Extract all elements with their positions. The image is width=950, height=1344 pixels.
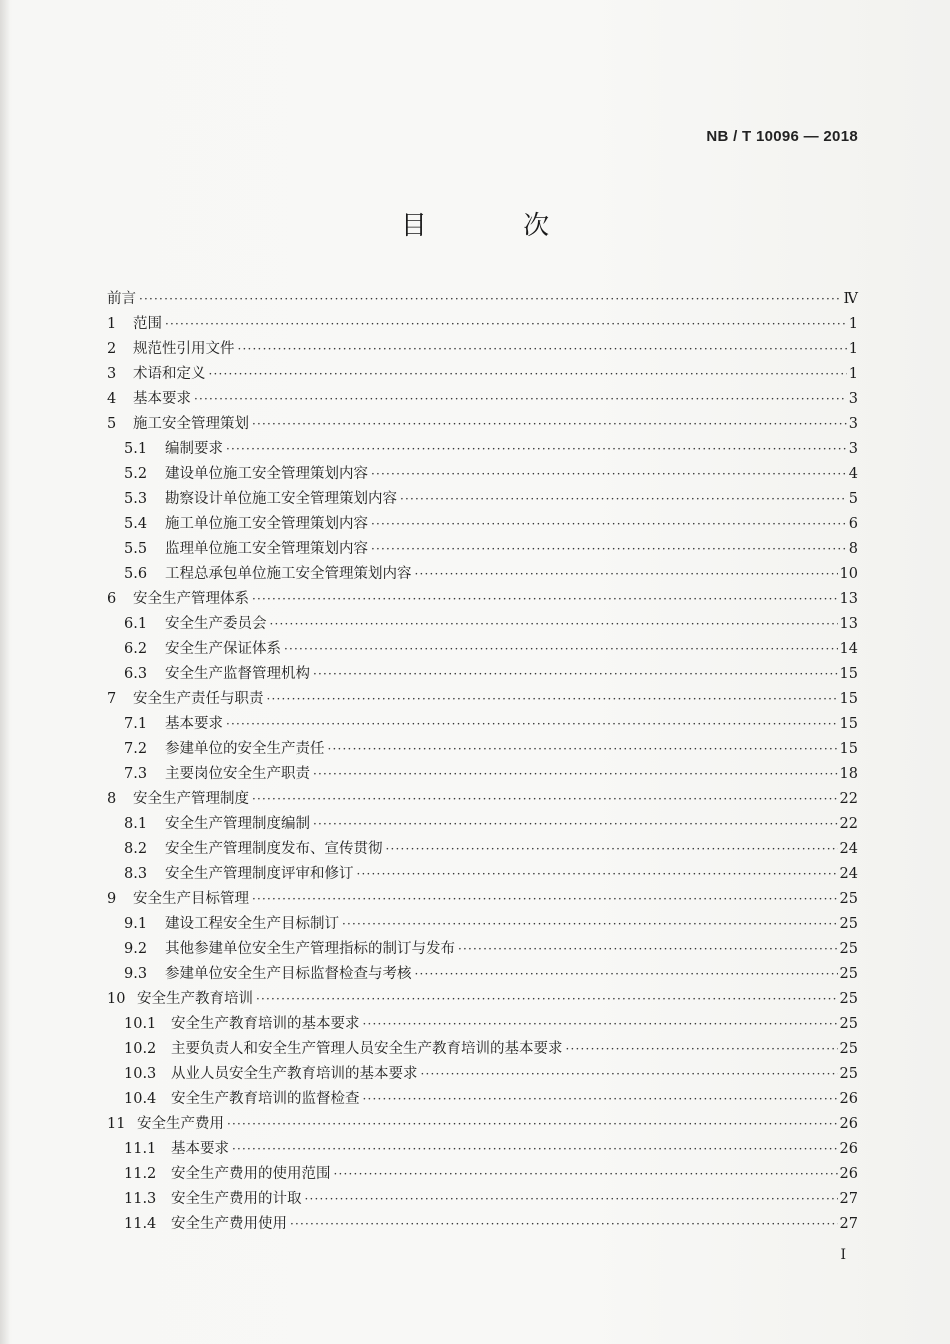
toc-entry-page: 26 — [839, 1091, 858, 1107]
toc-entry-page: Ⅳ — [843, 291, 858, 307]
toc-entry-page: 1 — [848, 316, 858, 332]
toc-entry-number: 6 — [107, 591, 117, 607]
toc-entry[interactable] — [107, 787, 858, 812]
toc-entry[interactable] — [107, 487, 858, 512]
toc-entry-title: 基本要求 — [171, 1141, 229, 1157]
toc-entry-page: 14 — [839, 641, 858, 657]
toc-entry[interactable] — [107, 587, 858, 612]
toc-entry-page: 26 — [839, 1141, 858, 1157]
toc-entry-number: 9 — [107, 891, 117, 907]
toc-entry-page: 1 — [848, 366, 858, 382]
toc-entry[interactable] — [107, 362, 858, 387]
toc-entry[interactable] — [107, 987, 858, 1012]
toc-entry-number: 5.1 — [124, 441, 148, 457]
toc-entry-page: 25 — [839, 891, 858, 907]
toc-entry[interactable] — [107, 1212, 858, 1237]
toc-entry[interactable] — [107, 912, 858, 937]
toc-entry-title: 安全生产费用 — [137, 1116, 224, 1132]
toc-entry[interactable] — [107, 437, 858, 462]
toc-entry-number: 5.3 — [124, 491, 148, 507]
toc-entry-page: 15 — [839, 691, 858, 707]
toc-entry[interactable] — [107, 662, 858, 687]
toc-entry-page: 25 — [839, 941, 858, 957]
toc-leader-dots — [238, 337, 847, 362]
toc-entry-title: 其他参建单位安全生产管理指标的制订与发布 — [165, 941, 455, 957]
toc-leader-dots — [371, 537, 847, 562]
toc-entry-title: 施工安全管理策划 — [133, 416, 249, 432]
toc-entry[interactable] — [107, 1062, 858, 1087]
toc-entry-number: 7.3 — [124, 766, 148, 782]
toc-leader-dots — [363, 1087, 838, 1112]
toc-entry-page: 10 — [839, 566, 858, 582]
toc-entry-title: 工程总承包单位施工安全管理策划内容 — [165, 566, 412, 582]
toc-entry-number: 7.2 — [124, 741, 148, 757]
page-edge-shadow — [0, 0, 10, 1344]
toc-entry-title: 参建单位安全生产目标监督检查与考核 — [165, 966, 412, 982]
toc-entry-number: 10.4 — [124, 1091, 157, 1107]
toc-entry-number: 6.3 — [124, 666, 148, 682]
toc-entry-title: 术语和定义 — [133, 366, 206, 382]
toc-entry-number: 4 — [107, 391, 117, 407]
toc-entry-title: 安全生产目标管理 — [133, 891, 249, 907]
toc-leader-dots — [400, 487, 847, 512]
toc-entry[interactable] — [107, 612, 858, 637]
toc-entry-title: 参建单位的安全生产责任 — [165, 741, 325, 757]
toc-leader-dots — [232, 1137, 838, 1162]
toc-entry-number: 1 — [107, 316, 117, 332]
toc-entry-title: 安全生产费用使用 — [171, 1216, 287, 1232]
page-number: I — [840, 1247, 846, 1263]
toc-leader-dots — [252, 787, 838, 812]
toc-entry-page: 15 — [839, 666, 858, 682]
toc-leader-dots — [284, 637, 838, 662]
toc-entry[interactable] — [107, 1137, 858, 1162]
toc-entry-page: 1 — [848, 341, 858, 357]
toc-leader-dots — [256, 987, 838, 1012]
toc-entry-title: 主要负责人和安全生产管理人员安全生产教育培训的基本要求 — [171, 1041, 563, 1057]
toc-entry-number: 5.4 — [124, 516, 148, 532]
toc-entry-title: 从业人员安全生产教育培训的基本要求 — [171, 1066, 418, 1082]
toc-entry-title: 安全生产管理制度评审和修订 — [165, 866, 354, 882]
toc-entry-title: 范围 — [133, 316, 162, 332]
toc-entry-page: 15 — [839, 741, 858, 757]
toc-entry[interactable] — [107, 937, 858, 962]
toc-entry[interactable] — [107, 537, 858, 562]
toc-title: 目 次 — [400, 211, 594, 241]
toc-entry-number: 10.2 — [124, 1041, 157, 1057]
toc-entry-page: 27 — [839, 1216, 858, 1232]
toc-entry-page: 25 — [839, 1016, 858, 1032]
toc-leader-dots — [139, 287, 842, 312]
toc-entry-title: 监理单位施工安全管理策划内容 — [165, 541, 368, 557]
toc-entry[interactable] — [107, 837, 858, 862]
toc-entry-number: 7.1 — [124, 716, 148, 732]
toc-leader-dots — [290, 1212, 838, 1237]
toc-entry-title: 安全生产教育培训的监督检查 — [171, 1091, 360, 1107]
toc-leader-dots — [421, 1062, 838, 1087]
toc-entry-title: 基本要求 — [165, 716, 223, 732]
toc-leader-dots — [252, 887, 838, 912]
toc-entry-title: 安全生产管理制度编制 — [165, 816, 310, 832]
toc-leader-dots — [334, 1162, 838, 1187]
toc-entry-number: 5 — [107, 416, 117, 432]
toc-leader-dots — [357, 862, 838, 887]
toc-entry-page: 4 — [848, 466, 858, 482]
toc-entry-number: 11.4 — [124, 1216, 157, 1232]
toc-entry-number: 10.1 — [124, 1016, 157, 1032]
toc-entry-page: 25 — [839, 1041, 858, 1057]
toc-entry-title: 勘察设计单位施工安全管理策划内容 — [165, 491, 397, 507]
toc-entry[interactable] — [107, 387, 858, 412]
toc-entry-title: 施工单位施工安全管理策划内容 — [165, 516, 368, 532]
toc-entry-number: 11.2 — [124, 1166, 157, 1182]
toc-entry[interactable] — [107, 287, 858, 312]
toc-entry[interactable] — [107, 887, 858, 912]
toc-entry[interactable] — [107, 412, 858, 437]
toc-entry-title: 基本要求 — [133, 391, 191, 407]
toc-entry-number: 10 — [107, 991, 126, 1007]
toc-entry[interactable] — [107, 312, 858, 337]
toc-entry-number: 5.2 — [124, 466, 148, 482]
toc-entry-number: 9.2 — [124, 941, 148, 957]
standard-code: NB / T 10096 — 2018 — [706, 128, 858, 145]
toc-entry-page: 24 — [839, 866, 858, 882]
toc-leader-dots — [386, 837, 838, 862]
toc-entry-number: 8.3 — [124, 866, 148, 882]
toc-entry-page: 24 — [839, 841, 858, 857]
toc-entry[interactable] — [107, 1187, 858, 1212]
toc-entry-page: 22 — [839, 791, 858, 807]
toc-entry[interactable] — [107, 637, 858, 662]
toc-leader-dots — [313, 762, 838, 787]
toc-entry-number: 7 — [107, 691, 117, 707]
toc-leader-dots — [270, 612, 838, 637]
toc-entry[interactable] — [107, 562, 858, 587]
toc-leader-dots — [252, 412, 847, 437]
toc-entry[interactable] — [107, 812, 858, 837]
toc-entry-number: 11 — [107, 1116, 126, 1132]
toc-entry[interactable] — [107, 737, 858, 762]
toc-entry-page: 25 — [839, 991, 858, 1007]
toc-entry-page: 26 — [839, 1166, 858, 1182]
toc-entry-page: 22 — [839, 816, 858, 832]
toc-entry[interactable] — [107, 962, 858, 987]
toc-entry[interactable] — [107, 337, 858, 362]
toc-leader-dots — [415, 962, 838, 987]
toc-leader-dots — [305, 1187, 838, 1212]
toc-entry-title: 安全生产管理体系 — [133, 591, 249, 607]
toc-entry-title: 安全生产保证体系 — [165, 641, 281, 657]
toc-entry-number: 5.5 — [124, 541, 148, 557]
toc-leader-dots — [226, 712, 838, 737]
toc-leader-dots — [415, 562, 838, 587]
toc-entry-page: 3 — [848, 391, 858, 407]
toc-entry-page: 26 — [839, 1116, 858, 1132]
toc-entry[interactable] — [107, 1162, 858, 1187]
toc-entry-page: 8 — [848, 541, 858, 557]
toc-entry-page: 13 — [839, 591, 858, 607]
toc-entry-page: 6 — [848, 516, 858, 532]
toc-entry-title: 安全生产管理制度发布、宣传贯彻 — [165, 841, 383, 857]
toc-leader-dots — [342, 912, 838, 937]
toc-entry-number: 2 — [107, 341, 117, 357]
toc-entry-page: 18 — [839, 766, 858, 782]
toc-entry-number: 9.1 — [124, 916, 148, 932]
toc-leader-dots — [328, 737, 838, 762]
toc-entry-title: 安全生产费用的计取 — [171, 1191, 302, 1207]
toc-entry-title: 安全生产费用的使用范围 — [171, 1166, 331, 1182]
toc-leader-dots — [226, 437, 847, 462]
toc-entry-number: 10.3 — [124, 1066, 157, 1082]
toc-leader-dots — [194, 387, 847, 412]
toc-entry-title: 安全生产教育培训的基本要求 — [171, 1016, 360, 1032]
toc-entry-title: 编制要求 — [165, 441, 223, 457]
toc-entry-number: 6.2 — [124, 641, 148, 657]
toc-entry-title: 规范性引用文件 — [133, 341, 235, 357]
toc-entry-number: 5.6 — [124, 566, 148, 582]
toc-leader-dots — [313, 662, 838, 687]
toc-leader-dots — [165, 312, 847, 337]
toc-leader-dots — [313, 812, 838, 837]
toc-leader-dots — [566, 1037, 838, 1062]
toc-entry[interactable] — [107, 762, 858, 787]
toc-leader-dots — [363, 1012, 838, 1037]
toc-entry-number: 8.1 — [124, 816, 148, 832]
toc-entry-page: 25 — [839, 916, 858, 932]
toc-entry-number: 11.3 — [124, 1191, 157, 1207]
toc-entry-title: 建设单位施工安全管理策划内容 — [165, 466, 368, 482]
toc-entry-title: 安全生产监督管理机构 — [165, 666, 310, 682]
toc-leader-dots — [458, 937, 838, 962]
toc-entry-page: 3 — [848, 416, 858, 432]
toc-entry-title: 安全生产责任与职责 — [133, 691, 264, 707]
toc-entry[interactable] — [107, 1012, 858, 1037]
toc-entry-page: 25 — [839, 1066, 858, 1082]
toc-entry-number: 9.3 — [124, 966, 148, 982]
toc-entry-page: 5 — [848, 491, 858, 507]
toc-leader-dots — [267, 687, 838, 712]
toc-entry[interactable] — [107, 462, 858, 487]
toc-entry-page: 3 — [848, 441, 858, 457]
toc-entry-title: 安全生产管理制度 — [133, 791, 249, 807]
toc-entry-page: 15 — [839, 716, 858, 732]
toc-entry[interactable] — [107, 512, 858, 537]
toc-entry[interactable] — [107, 687, 858, 712]
toc-entry[interactable] — [107, 1087, 858, 1112]
table-of-contents — [107, 287, 858, 1237]
toc-entry-page: 13 — [839, 616, 858, 632]
toc-entry-title: 安全生产教育培训 — [137, 991, 253, 1007]
toc-entry-title: 建设工程安全生产目标制订 — [165, 916, 339, 932]
toc-entry-title: 前言 — [107, 291, 136, 307]
toc-entry-page: 25 — [839, 966, 858, 982]
toc-leader-dots — [209, 362, 847, 387]
toc-leader-dots — [227, 1112, 838, 1137]
toc-entry[interactable] — [107, 862, 858, 887]
toc-entry[interactable] — [107, 1112, 858, 1137]
toc-entry-title: 主要岗位安全生产职责 — [165, 766, 310, 782]
toc-leader-dots — [371, 512, 847, 537]
toc-entry-title: 安全生产委员会 — [165, 616, 267, 632]
toc-entry-number: 6.1 — [124, 616, 148, 632]
toc-entry[interactable] — [107, 712, 858, 737]
toc-entry-number: 3 — [107, 366, 117, 382]
toc-leader-dots — [371, 462, 847, 487]
toc-entry-page: 27 — [839, 1191, 858, 1207]
toc-entry[interactable] — [107, 1037, 858, 1062]
toc-leader-dots — [252, 587, 838, 612]
toc-entry-number: 11.1 — [124, 1141, 157, 1157]
toc-entry-number: 8.2 — [124, 841, 148, 857]
toc-entry-number: 8 — [107, 791, 117, 807]
